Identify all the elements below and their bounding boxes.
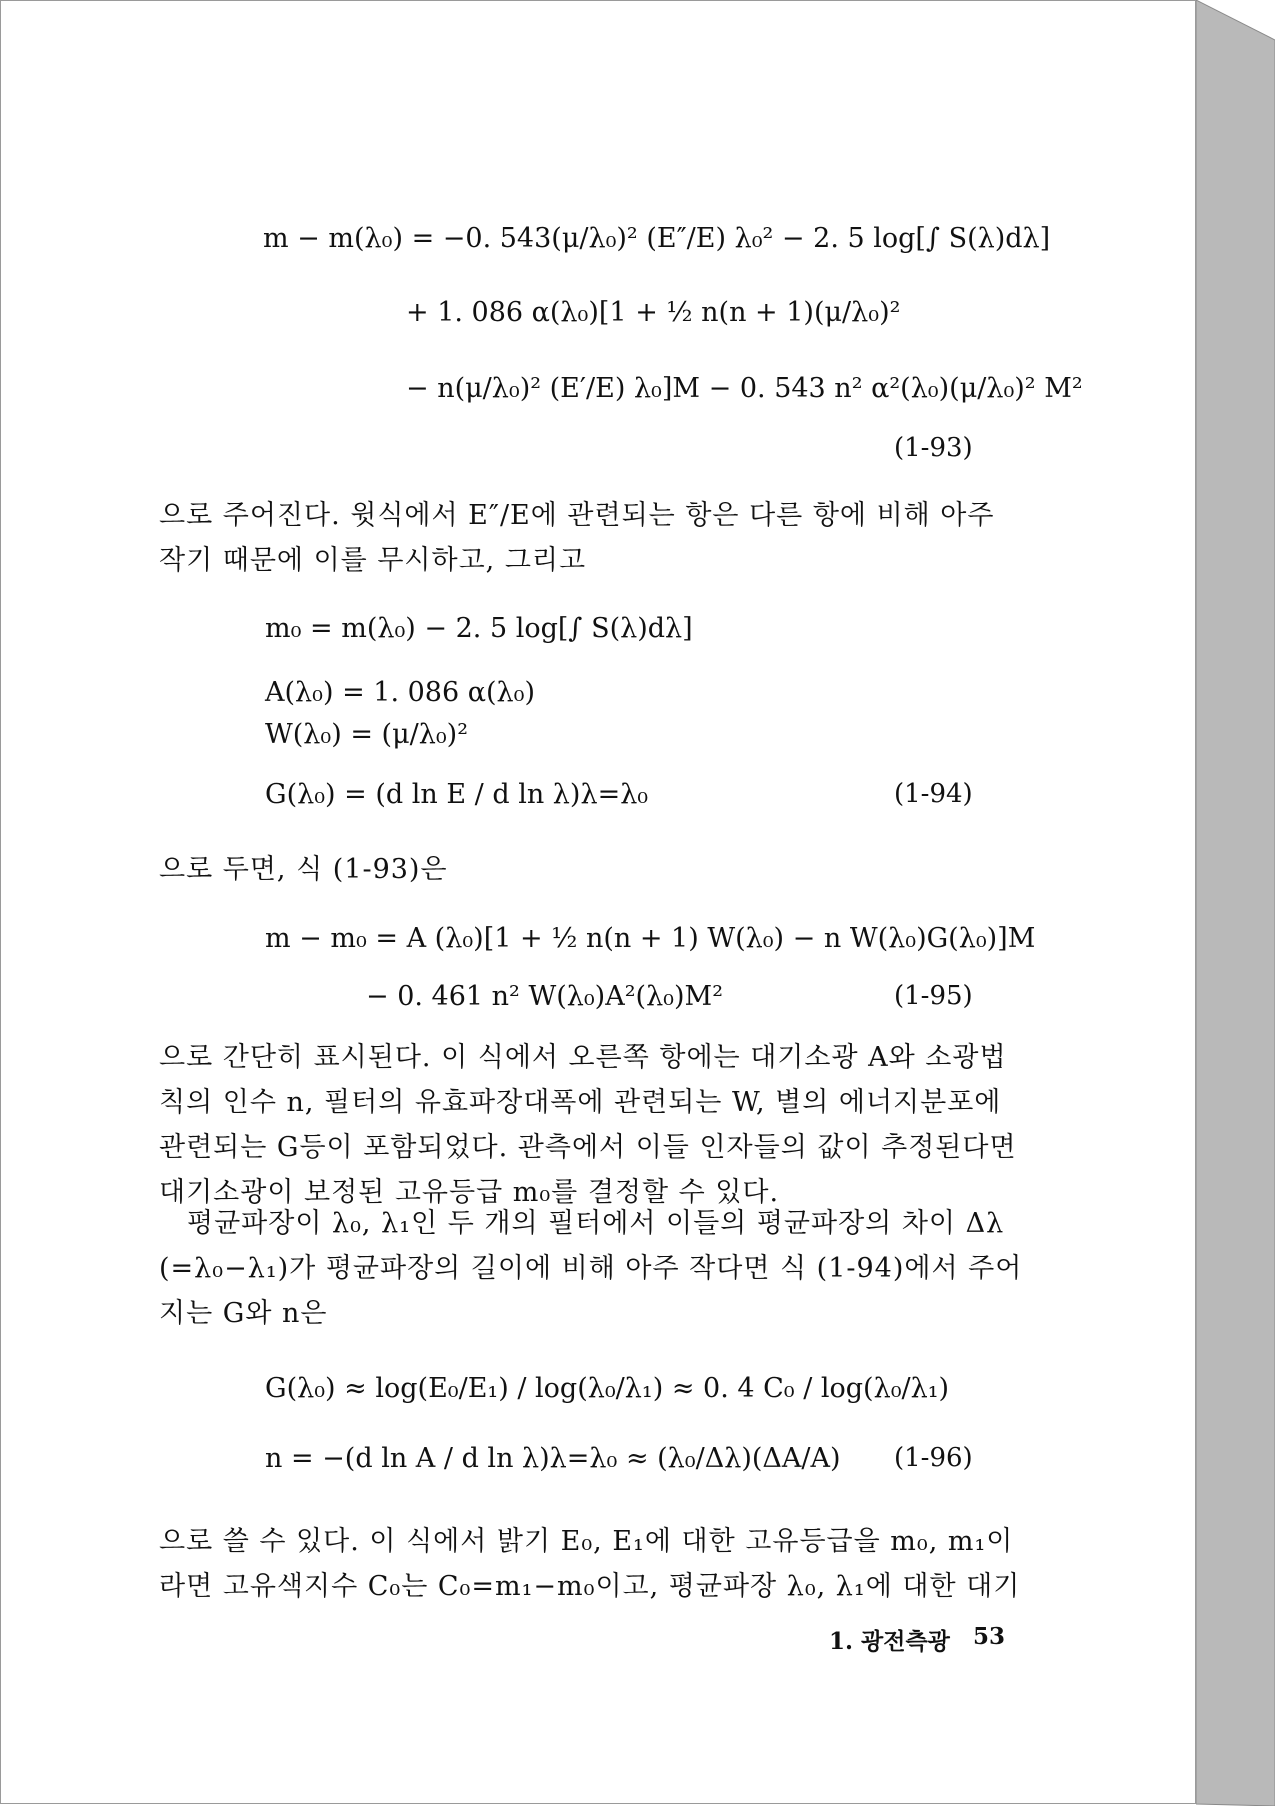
equation-1-96-line-1: G(λ₀) ≈ log(E₀/E₁) / log(λ₀/λ₁) ≈ 0. 4 C₀ / log(λ₀/λ₁): [265, 1373, 950, 1404]
equation-number-1-94: (1-94): [894, 779, 973, 809]
equation-1-94-line-2: A(λ₀) = 1. 086 α(λ₀): [265, 677, 535, 708]
paragraph-2: 으로 두면, 식 (1-93)은: [159, 854, 448, 885]
page-content: [1, 1, 1197, 1805]
equation-number-1-96: (1-96): [894, 1443, 973, 1473]
equation-1-94-line-1: m₀ = m(λ₀) − 2. 5 log[∫ S(λ)dλ]: [265, 613, 693, 644]
equation-1-95-line-1: m − m₀ = A (λ₀)[1 + ½ n(n + 1) W(λ₀) − n W(λ₀)G(λ₀)]M: [265, 923, 1036, 954]
paragraph-5: 으로 쓸 수 있다. 이 식에서 밝기 E₀, E₁에 대한 고유등급을 m₀, m₁이라면 고유색지수 C₀는 C₀=m₁−m₀이고, 평균파장 λ₀, λ₁에 대한 대기: [159, 1526, 1021, 1602]
paragraph-1: 으로 주어진다. 윗식에서 E″/E에 관련되는 항은 다른 항에 비해 아주 작기 때문에 이를 무시하고, 그리고: [159, 500, 995, 576]
book-edge: [1196, 0, 1275, 1806]
equation-1-94-line-4: G(λ₀) = (d ln E / d ln λ)λ=λ₀: [265, 779, 649, 810]
equation-1-93-line-2: + 1. 086 α(λ₀)[1 + ½ n(n + 1)(μ/λ₀)²: [406, 297, 901, 328]
equation-1-95-line-2: − 0. 461 n² W(λ₀)A²(λ₀)M²: [366, 981, 724, 1012]
equation-number-1-95: (1-95): [894, 981, 973, 1011]
equation-1-96-line-2: n = −(d ln A / d ln λ)λ=λ₀ ≈ (λ₀/Δλ)(ΔA/A): [265, 1443, 841, 1474]
paragraph-3: 으로 간단히 표시된다. 이 식에서 오른쪽 항에는 대기소광 A와 소광법칙의 인수 n, 필터의 유효파장대폭에 관련되는 W, 별의 에너지분포에 관련되는 G등이 포함되었다. 관측에서 이들 인자들의 값이 추정된다면 대기소광이 보정된 고유등급 m₀를 결정할 수 있다.: [159, 1042, 1017, 1208]
equation-1-93-line-3: − n(μ/λ₀)² (E′/E) λ₀]M − 0. 543 n² α²(λ₀)(μ/λ₀)² M²: [406, 373, 1083, 404]
footer-chapter: 1. 광전측광: [829, 1628, 950, 1655]
equation-number-1-93: (1-93): [894, 433, 973, 463]
paragraph-4: 평균파장이 λ₀, λ₁인 두 개의 필터에서 이들의 평균파장의 차이 Δλ (=λ₀−λ₁)가 평균파장의 길이에 비해 아주 작다면 식 (1-94)에서 주어지는 G와 n은: [159, 1208, 1023, 1329]
equation-1-94-line-3: W(λ₀) = (μ/λ₀)²: [265, 719, 469, 750]
equation-1-93-line-1: m − m(λ₀) = −0. 543(μ/λ₀)² (E″/E) λ₀² − 2. 5 log[∫ S(λ)dλ]: [263, 223, 1051, 254]
footer-page-number: 53: [973, 1623, 1006, 1650]
